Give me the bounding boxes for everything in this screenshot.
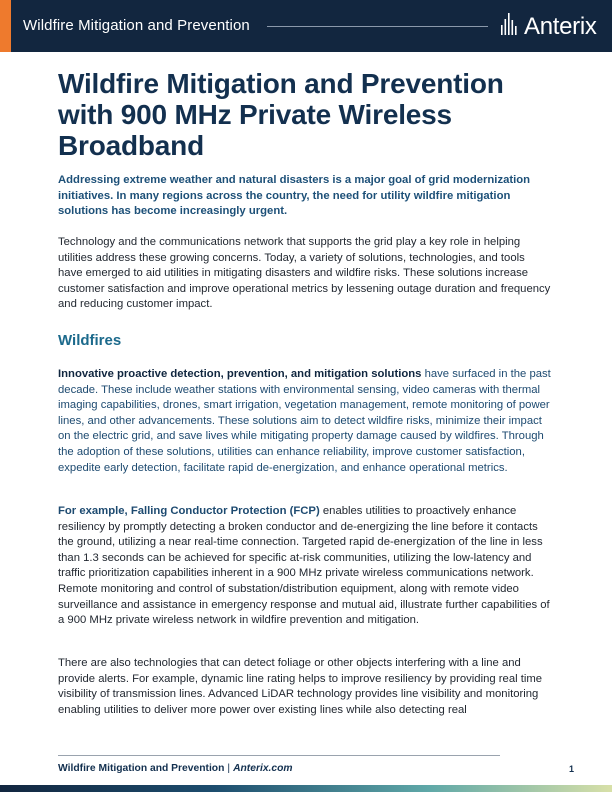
- paragraph-2-lead: Innovative proactive detection, prevention, and mitigation solutions: [58, 368, 422, 380]
- footer-separator: |: [227, 763, 231, 774]
- page-title: Wildfire Mitigation and Prevention with 900 MHz Private Wireless Broadband: [58, 68, 504, 161]
- header-accent: [0, 0, 11, 52]
- footer-website-link[interactable]: Anterix.com: [233, 763, 293, 774]
- bottom-gradient-bar: [0, 785, 612, 792]
- body-paragraph-3: [58, 504, 552, 629]
- paragraph-2-body: have surfaced in the past decade. These include weather stations with environmental sensing, video cameras with thermal imaging capabilities, drones, smart irrigation, vegetation management, remote monitoring of power lines, and other advancements. These solutions aim to detect wildfire risks, minimize their impact on the electric grid, and save lives while mitigating property damage caused by wildfires. Through the adoption of these solutions, utilities can enhance reliability, improve customer satisfaction, expedite early detection, facilitate rapid de-energization, and enhance operational metrics.: [58, 368, 551, 474]
- footer: [58, 763, 293, 774]
- page-number: 1: [569, 764, 575, 774]
- header-divider: [267, 26, 488, 27]
- intro-paragraph: Addressing extreme weather and natural disasters is a major goal of grid modernization initiatives. In many regions across the country, the need for utility wildfire mitigation solutions has become increasingly urgent.: [58, 174, 531, 218]
- section-heading-wildfires: Wildfires: [58, 332, 122, 349]
- anterix-logo[interactable]: [500, 10, 604, 42]
- body-paragraph-1: Technology and the communications network that supports the grid play a key role in helping utilities address these growing concerns. Today, a variety of solutions, technologies, and tools have emerged to aid utilities in mitigating disasters and wildfire risks. These solutions increase customer satisfaction and improve operational metrics by lessening outage duration and frequency and reducing customer impact.: [58, 236, 551, 311]
- body-paragraph-2: [58, 367, 552, 476]
- header-title: Wildfire Mitigation and Prevention: [23, 17, 250, 34]
- logo-text: Anterix: [524, 13, 597, 40]
- paragraph-3-body: enables utilities to proactively enhance resiliency by promptly detecting a broken conductor and de-energizing the line before it contacts the ground, utilizing a near real-time connection. Targeted rapid de-energization of the line in less than 1.3 seconds can be achieved for specific at-risk communities, utilizing the low-latency and traffic prioritization capabilities inherent in a 900 MHz private wireless communications network. Remote monitoring and control of substation/distribution equipment, along with remote video surveillance and assistance in emergency response and mutual aid, illustrate further capabilities of a 900 MHz private wireless network in wildfire prevention and mitigation.: [58, 505, 550, 627]
- paragraph-3-lead: For example, Falling Conductor Protection (FCP): [58, 505, 320, 517]
- body-paragraph-4: There are also technologies that can detect foliage or other objects interfering with a line and provide alerts. For example, dynamic line rating helps to improve resiliency by providing real time visibility of transmission lines. Advanced LiDAR technology provides line visibility and monitoring enabling utilities to deliver more power over existing lines while also detecting real: [58, 657, 543, 716]
- footer-divider: [58, 755, 500, 756]
- signal-bars-logo-icon: [500, 11, 520, 41]
- header-bar: [0, 0, 612, 52]
- footer-title: Wildfire Mitigation and Prevention: [58, 763, 225, 774]
